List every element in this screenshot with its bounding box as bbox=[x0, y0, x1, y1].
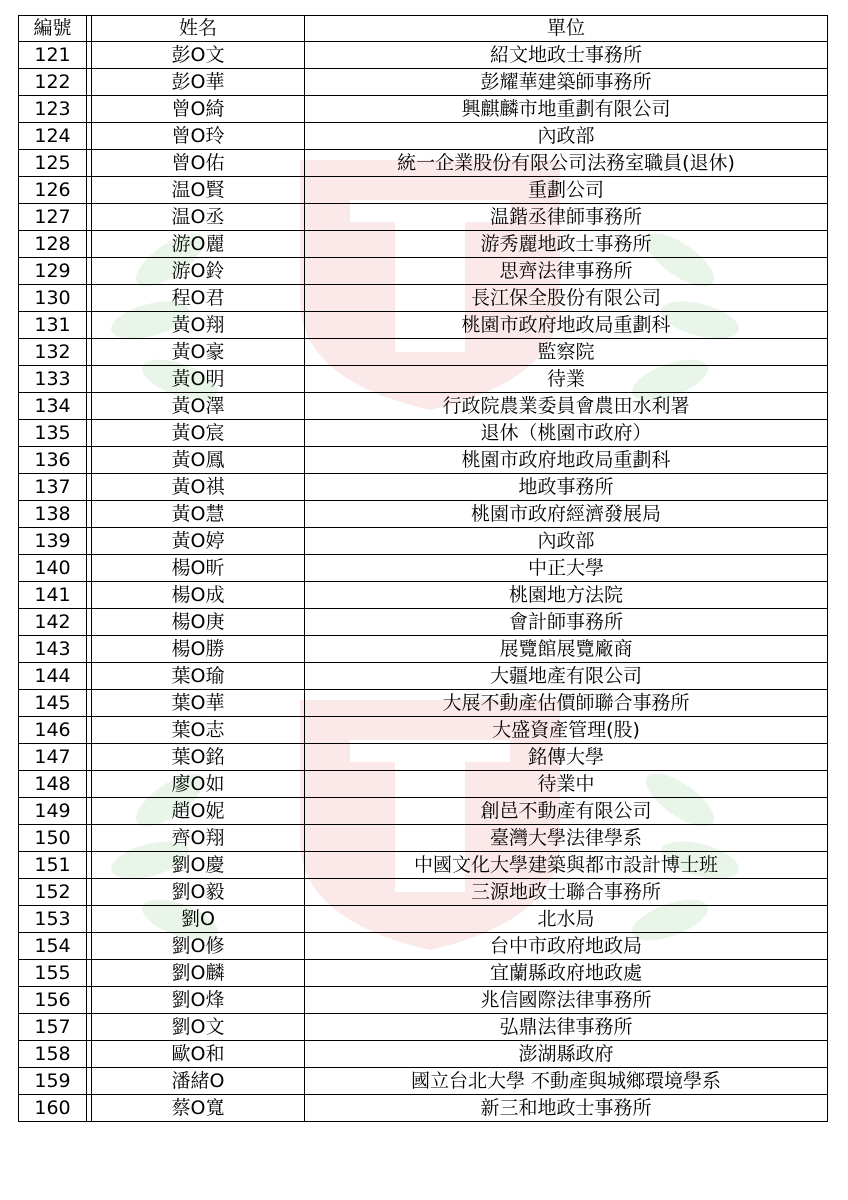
cell-num: 128 bbox=[19, 231, 87, 258]
cell-unit: 大盛資產管理(股) bbox=[305, 717, 828, 744]
table-row bbox=[19, 231, 828, 258]
table-row bbox=[19, 528, 828, 555]
table-row bbox=[19, 825, 828, 852]
cell-unit: 長江保全股份有限公司 bbox=[305, 285, 828, 312]
table-row bbox=[19, 339, 828, 366]
cell-num: 129 bbox=[19, 258, 87, 285]
cell-unit: 內政部 bbox=[305, 123, 828, 150]
cell-num: 148 bbox=[19, 771, 87, 798]
cell-name: 彭O文 bbox=[92, 42, 305, 69]
table-row bbox=[19, 447, 828, 474]
table-row bbox=[19, 1014, 828, 1041]
cell-num: 150 bbox=[19, 825, 87, 852]
cell-num: 123 bbox=[19, 96, 87, 123]
cell-name: 黃O豪 bbox=[92, 339, 305, 366]
cell-num: 152 bbox=[19, 879, 87, 906]
cell-num: 142 bbox=[19, 609, 87, 636]
cell-num: 160 bbox=[19, 1095, 87, 1122]
cell-name: 劉O麟 bbox=[92, 960, 305, 987]
cell-name: 温O丞 bbox=[92, 204, 305, 231]
cell-name: 游O鈴 bbox=[92, 258, 305, 285]
cell-name: 葉O銘 bbox=[92, 744, 305, 771]
table-row bbox=[19, 906, 828, 933]
cell-unit: 桃園市政府經濟發展局 bbox=[305, 501, 828, 528]
table-row bbox=[19, 312, 828, 339]
cell-num: 138 bbox=[19, 501, 87, 528]
cell-name: 劉O毅 bbox=[92, 879, 305, 906]
table-row bbox=[19, 609, 828, 636]
cell-unit: 宜蘭縣政府地政處 bbox=[305, 960, 828, 987]
cell-num: 156 bbox=[19, 987, 87, 1014]
cell-name: 楊O昕 bbox=[92, 555, 305, 582]
table-row bbox=[19, 582, 828, 609]
cell-unit: 會計師事務所 bbox=[305, 609, 828, 636]
table-row bbox=[19, 501, 828, 528]
cell-name: 曾O綺 bbox=[92, 96, 305, 123]
cell-name: 劉O文 bbox=[92, 1014, 305, 1041]
cell-name: 黃O宸 bbox=[92, 420, 305, 447]
cell-name: 葉O華 bbox=[92, 690, 305, 717]
table-row bbox=[19, 663, 828, 690]
cell-unit: 銘傳大學 bbox=[305, 744, 828, 771]
cell-unit: 興麒麟市地重劃有限公司 bbox=[305, 96, 828, 123]
table-row bbox=[19, 798, 828, 825]
cell-unit: 內政部 bbox=[305, 528, 828, 555]
cell-num: 125 bbox=[19, 150, 87, 177]
cell-unit: 待業 bbox=[305, 366, 828, 393]
cell-num: 133 bbox=[19, 366, 87, 393]
cell-num: 135 bbox=[19, 420, 87, 447]
table-row bbox=[19, 204, 828, 231]
table-row bbox=[19, 474, 828, 501]
cell-num: 140 bbox=[19, 555, 87, 582]
table-row bbox=[19, 42, 828, 69]
table-row bbox=[19, 960, 828, 987]
cell-num: 127 bbox=[19, 204, 87, 231]
cell-name: 楊O庚 bbox=[92, 609, 305, 636]
cell-num: 131 bbox=[19, 312, 87, 339]
cell-name: 劉O慶 bbox=[92, 852, 305, 879]
cell-unit: 地政事務所 bbox=[305, 474, 828, 501]
cell-unit: 桃園市政府地政局重劃科 bbox=[305, 447, 828, 474]
cell-unit: 大疆地產有限公司 bbox=[305, 663, 828, 690]
cell-num: 146 bbox=[19, 717, 87, 744]
cell-unit: 創邑不動產有限公司 bbox=[305, 798, 828, 825]
cell-unit: 彭耀華建築師事務所 bbox=[305, 69, 828, 96]
cell-name: 游O麗 bbox=[92, 231, 305, 258]
table-row bbox=[19, 150, 828, 177]
cell-unit: 國立台北大學 不動產與城鄉環境學系 bbox=[305, 1068, 828, 1095]
cell-name: 劉O烽 bbox=[92, 987, 305, 1014]
cell-num: 126 bbox=[19, 177, 87, 204]
cell-unit: 游秀麗地政士事務所 bbox=[305, 231, 828, 258]
cell-num: 155 bbox=[19, 960, 87, 987]
cell-name: 劉O bbox=[92, 906, 305, 933]
table-row bbox=[19, 744, 828, 771]
cell-num: 147 bbox=[19, 744, 87, 771]
cell-name: 潘緒O bbox=[92, 1068, 305, 1095]
cell-num: 145 bbox=[19, 690, 87, 717]
cell-num: 144 bbox=[19, 663, 87, 690]
table-row bbox=[19, 96, 828, 123]
cell-name: 曾O佑 bbox=[92, 150, 305, 177]
cell-num: 149 bbox=[19, 798, 87, 825]
table-row bbox=[19, 555, 828, 582]
cell-unit: 監察院 bbox=[305, 339, 828, 366]
cell-name: 黃O婷 bbox=[92, 528, 305, 555]
cell-unit: 退休（桃園市政府） bbox=[305, 420, 828, 447]
cell-num: 153 bbox=[19, 906, 87, 933]
table-row bbox=[19, 420, 828, 447]
cell-unit: 統一企業股份有限公司法務室職員(退休) bbox=[305, 150, 828, 177]
table-row bbox=[19, 987, 828, 1014]
cell-unit: 弘鼎法律事務所 bbox=[305, 1014, 828, 1041]
cell-unit: 展覽館展覽廠商 bbox=[305, 636, 828, 663]
cell-unit: 桃園地方法院 bbox=[305, 582, 828, 609]
cell-num: 124 bbox=[19, 123, 87, 150]
cell-name: 趙O妮 bbox=[92, 798, 305, 825]
cell-unit: 中國文化大學建築與都市設計博士班 bbox=[305, 852, 828, 879]
cell-name: 齊O翔 bbox=[92, 825, 305, 852]
table-row bbox=[19, 771, 828, 798]
cell-name: 楊O成 bbox=[92, 582, 305, 609]
cell-num: 143 bbox=[19, 636, 87, 663]
cell-name: 温O賢 bbox=[92, 177, 305, 204]
roster-sheet bbox=[18, 15, 827, 1122]
table-header-row bbox=[19, 16, 828, 42]
table-row bbox=[19, 636, 828, 663]
cell-unit: 台中市政府地政局 bbox=[305, 933, 828, 960]
cell-name: 程O君 bbox=[92, 285, 305, 312]
cell-num: 151 bbox=[19, 852, 87, 879]
table-row bbox=[19, 717, 828, 744]
cell-unit: 三源地政士聯合事務所 bbox=[305, 879, 828, 906]
header-name: 姓名 bbox=[92, 16, 305, 42]
cell-name: 黃O翔 bbox=[92, 312, 305, 339]
cell-unit: 温鍇丞律師事務所 bbox=[305, 204, 828, 231]
table-row bbox=[19, 933, 828, 960]
cell-unit: 澎湖縣政府 bbox=[305, 1041, 828, 1068]
table-row bbox=[19, 366, 828, 393]
cell-name: 蔡O寬 bbox=[92, 1095, 305, 1122]
cell-name: 黃O澤 bbox=[92, 393, 305, 420]
table-row bbox=[19, 1095, 828, 1122]
cell-num: 134 bbox=[19, 393, 87, 420]
table-row bbox=[19, 285, 828, 312]
table-row bbox=[19, 690, 828, 717]
cell-unit: 臺灣大學法律學系 bbox=[305, 825, 828, 852]
cell-name: 曾O玲 bbox=[92, 123, 305, 150]
cell-name: 黃O明 bbox=[92, 366, 305, 393]
cell-name: 彭O華 bbox=[92, 69, 305, 96]
table-row bbox=[19, 123, 828, 150]
cell-name: 黃O祺 bbox=[92, 474, 305, 501]
table-row bbox=[19, 1068, 828, 1095]
cell-name: 廖O如 bbox=[92, 771, 305, 798]
roster-table bbox=[18, 15, 828, 1122]
table-row bbox=[19, 393, 828, 420]
cell-num: 122 bbox=[19, 69, 87, 96]
table-row bbox=[19, 879, 828, 906]
cell-num: 132 bbox=[19, 339, 87, 366]
header-unit: 單位 bbox=[305, 16, 828, 42]
cell-name: 歐O和 bbox=[92, 1041, 305, 1068]
cell-name: 楊O勝 bbox=[92, 636, 305, 663]
cell-num: 137 bbox=[19, 474, 87, 501]
cell-num: 139 bbox=[19, 528, 87, 555]
cell-num: 157 bbox=[19, 1014, 87, 1041]
cell-name: 劉O修 bbox=[92, 933, 305, 960]
table-row bbox=[19, 1041, 828, 1068]
cell-unit: 行政院農業委員會農田水利署 bbox=[305, 393, 828, 420]
table-body bbox=[19, 42, 828, 1122]
table-row bbox=[19, 852, 828, 879]
cell-name: 黃O慧 bbox=[92, 501, 305, 528]
cell-num: 130 bbox=[19, 285, 87, 312]
table-row bbox=[19, 177, 828, 204]
cell-name: 葉O瑜 bbox=[92, 663, 305, 690]
cell-unit: 重劃公司 bbox=[305, 177, 828, 204]
cell-num: 141 bbox=[19, 582, 87, 609]
cell-unit: 新三和地政士事務所 bbox=[305, 1095, 828, 1122]
table-row bbox=[19, 69, 828, 96]
table-row bbox=[19, 258, 828, 285]
cell-unit: 紹文地政士事務所 bbox=[305, 42, 828, 69]
header-num: 編號 bbox=[19, 16, 87, 42]
cell-unit: 思齊法律事務所 bbox=[305, 258, 828, 285]
cell-name: 葉O志 bbox=[92, 717, 305, 744]
cell-unit: 兆信國際法律事務所 bbox=[305, 987, 828, 1014]
cell-unit: 北水局 bbox=[305, 906, 828, 933]
cell-num: 158 bbox=[19, 1041, 87, 1068]
cell-num: 136 bbox=[19, 447, 87, 474]
cell-unit: 中正大學 bbox=[305, 555, 828, 582]
cell-unit: 桃園市政府地政局重劃科 bbox=[305, 312, 828, 339]
cell-unit: 待業中 bbox=[305, 771, 828, 798]
cell-num: 121 bbox=[19, 42, 87, 69]
cell-name: 黃O鳳 bbox=[92, 447, 305, 474]
cell-num: 159 bbox=[19, 1068, 87, 1095]
cell-num: 154 bbox=[19, 933, 87, 960]
cell-unit: 大展不動產估價師聯合事務所 bbox=[305, 690, 828, 717]
